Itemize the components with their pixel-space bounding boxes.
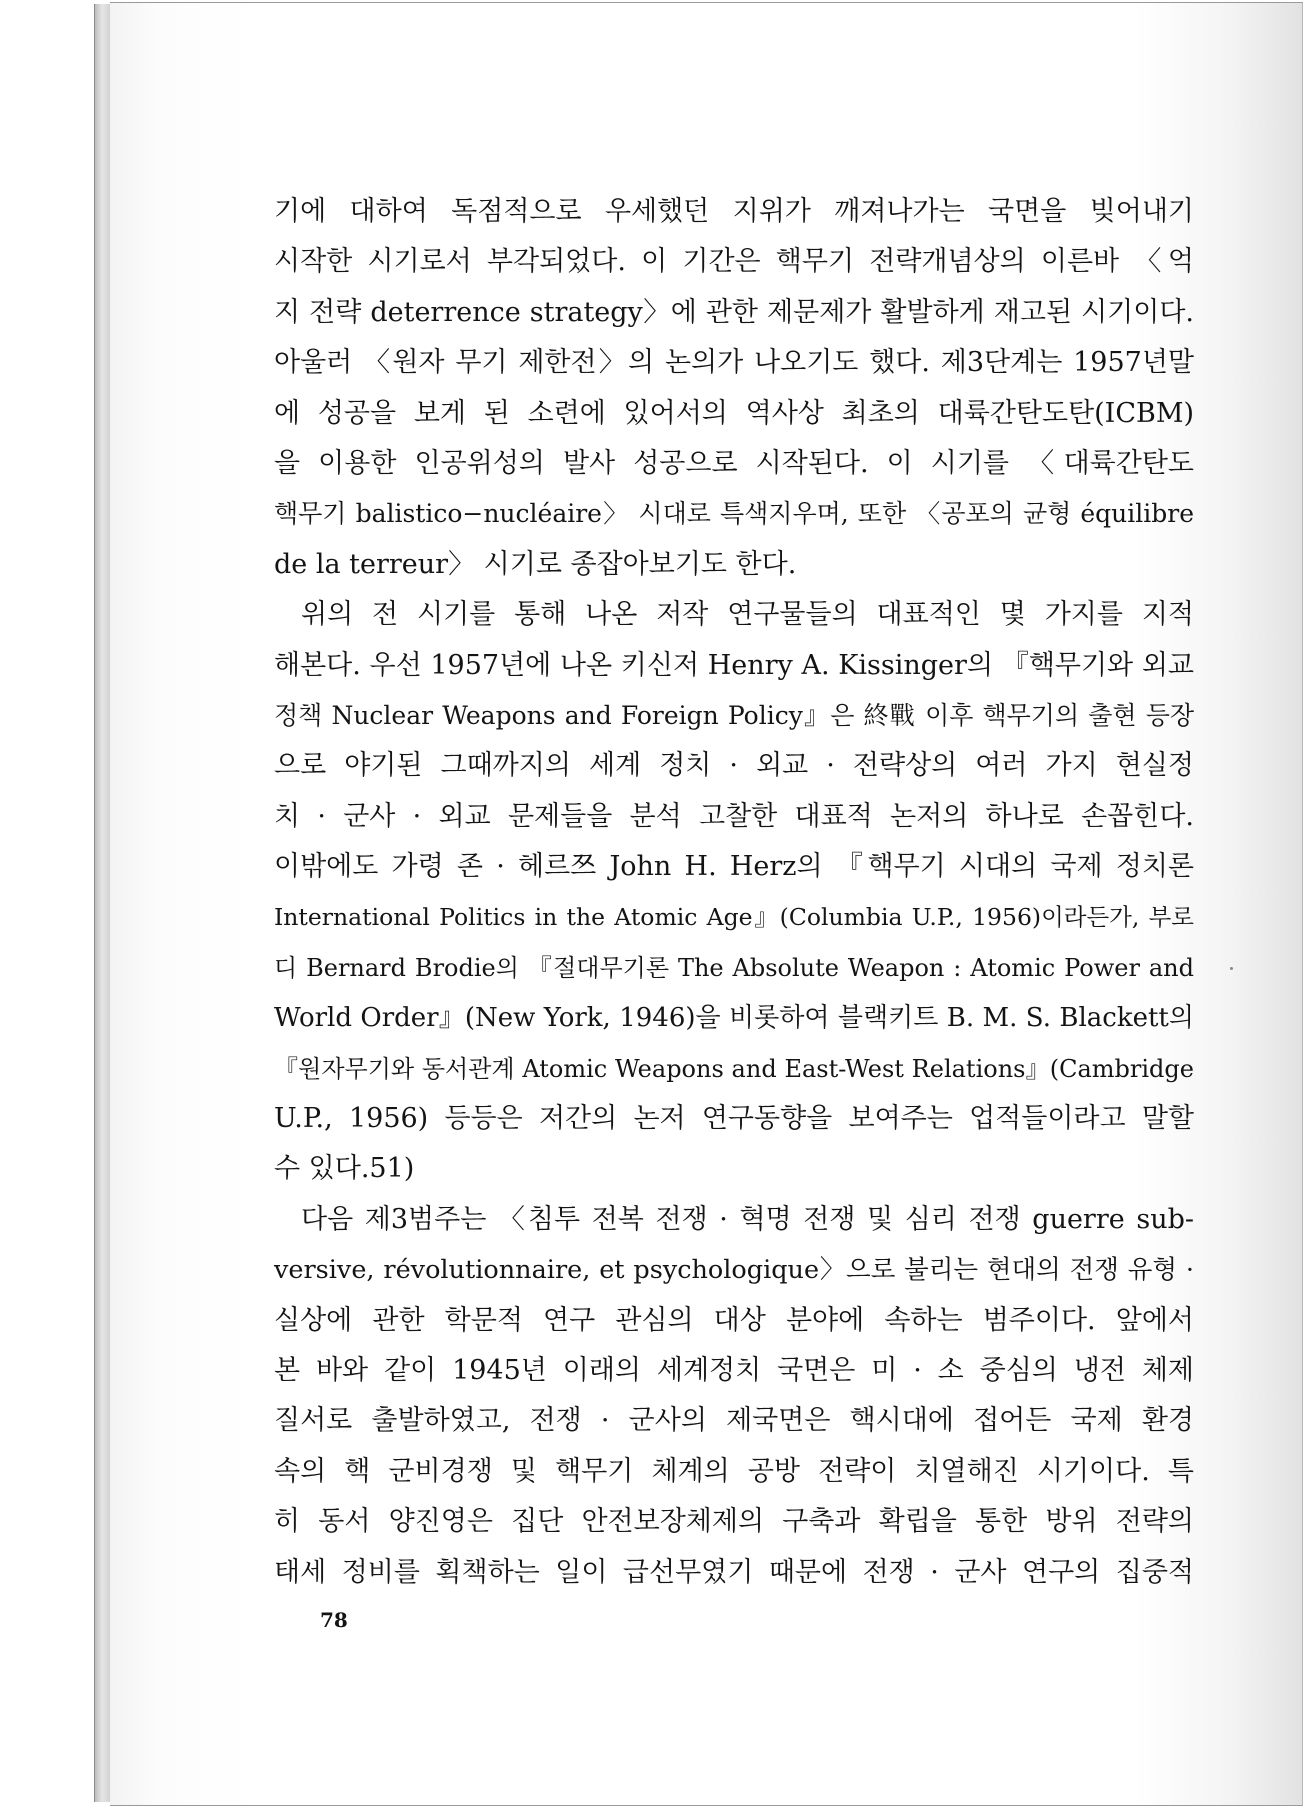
text-line: 실상에 관한 학문적 연구 관심의 대상 분야에 속하는 범주이다. 앞에서 <box>274 1304 1194 1336</box>
text-line: 핵무기 balistico−nucléaire〉 시대로 특색지우며, 또한 〈공포의 균형 équilibre <box>274 499 1194 529</box>
text-line: International Politics in the Atomic Age』(Columbia U.P., 1956)이라든가, 부로 <box>274 903 1194 932</box>
text-line: versive, révolutionnaire, et psychologique〉으로 불리는 현대의 전쟁 유형 · <box>274 1255 1194 1286</box>
text-line: 이밖에도 가령 존 · 헤르쯔 John H. Herz의 『핵무기 시대의 국제 정치론 <box>274 851 1194 883</box>
text-line: 히 동서 양진영은 집단 안전보장체제의 구축과 확립을 통한 방위 전략의 <box>274 1506 1194 1538</box>
text-line: 시작한 시기로서 부각되었다. 이 기간은 핵무기 전략개념상의 이른바 〈억 <box>274 246 1194 278</box>
text-line: 기에 대하여 독점적으로 우세했던 지위가 깨져나가는 국면을 빚어내기 <box>274 196 1194 227</box>
book-spine <box>0 0 112 1806</box>
text-line: 속의 핵 군비경쟁 및 핵무기 체계의 공방 전략이 치열해진 시기이다. 특 <box>274 1455 1194 1487</box>
text-line: 치 · 군사 · 외교 문제들을 분석 고찰한 대표적 논저의 하나로 손꼽힌다. <box>274 800 1194 832</box>
text-line: 태세 정비를 획책하는 일이 급선무였기 때문에 전쟁 · 군사 연구의 집중적 <box>274 1556 1194 1588</box>
text-line: 질서로 출발하였고, 전쟁 · 군사의 제국면은 핵시대에 접어든 국제 환경 <box>274 1405 1194 1437</box>
text-line: 을 이용한 인공위성의 발사 성공으로 시작된다. 이 시기를 〈대륙간탄도 <box>274 447 1194 479</box>
page-number: 78 <box>320 1608 348 1632</box>
text-line: 본 바와 같이 1945년 이래의 세계정치 국면은 미 · 소 중심의 냉전 체제 <box>274 1354 1194 1386</box>
text-line: 수 있다.51) <box>274 1153 415 1185</box>
text-line: World Order』(New York, 1946)을 비롯하여 블랙키트 B. M. S. Blackett의 <box>274 1003 1194 1034</box>
text-line: 위의 전 시기를 통해 나온 저작 연구물들의 대표적인 몇 가지를 지적 <box>301 599 1194 631</box>
text-line: 디 Bernard Brodie의 『절대무기론 The Absolute Weapon : Atomic Power and <box>274 953 1194 982</box>
text-line: 으로 야기된 그때까지의 세계 정치 · 외교 · 전략상의 여러 가지 현실정 <box>274 750 1194 782</box>
text-line: 정책 Nuclear Weapons and Foreign Policy』은 終戰 이후 핵무기의 출현 등장 <box>274 700 1194 730</box>
text-line: 아울러 〈원자 무기 제한전〉의 논의가 나오기도 했다. 제3단계는 1957년말 <box>274 347 1194 379</box>
scan-speck <box>1230 967 1233 970</box>
text-line: 지 전략 deterrence strategy〉에 관한 제문제가 활발하게 재고된 시기이다. <box>274 296 1194 328</box>
text-line: 다음 제3범주는 〈침투 전복 전쟁 · 혁명 전쟁 및 심리 전쟁 guerre sub- <box>301 1203 1194 1235</box>
text-line: 해본다. 우선 1957년에 나온 키신저 Henry A. Kissinger의 『핵무기와 외교 <box>274 649 1194 681</box>
text-line: U.P., 1956) 등등은 저간의 논저 연구동향을 보여주는 업적들이라고 말할 <box>274 1103 1194 1135</box>
text-line: de la terreur〉 시기로 종잡아보기도 한다. <box>274 548 797 580</box>
text-line: 『원자무기와 동서관계 Atomic Weapons and East-West Relations』(Cambridge <box>274 1054 1194 1083</box>
body-text <box>274 187 1194 1598</box>
text-line: 에 성공을 보게 된 소련에 있어서의 역사상 최초의 대륙간탄도탄(ICBM) <box>274 397 1194 429</box>
